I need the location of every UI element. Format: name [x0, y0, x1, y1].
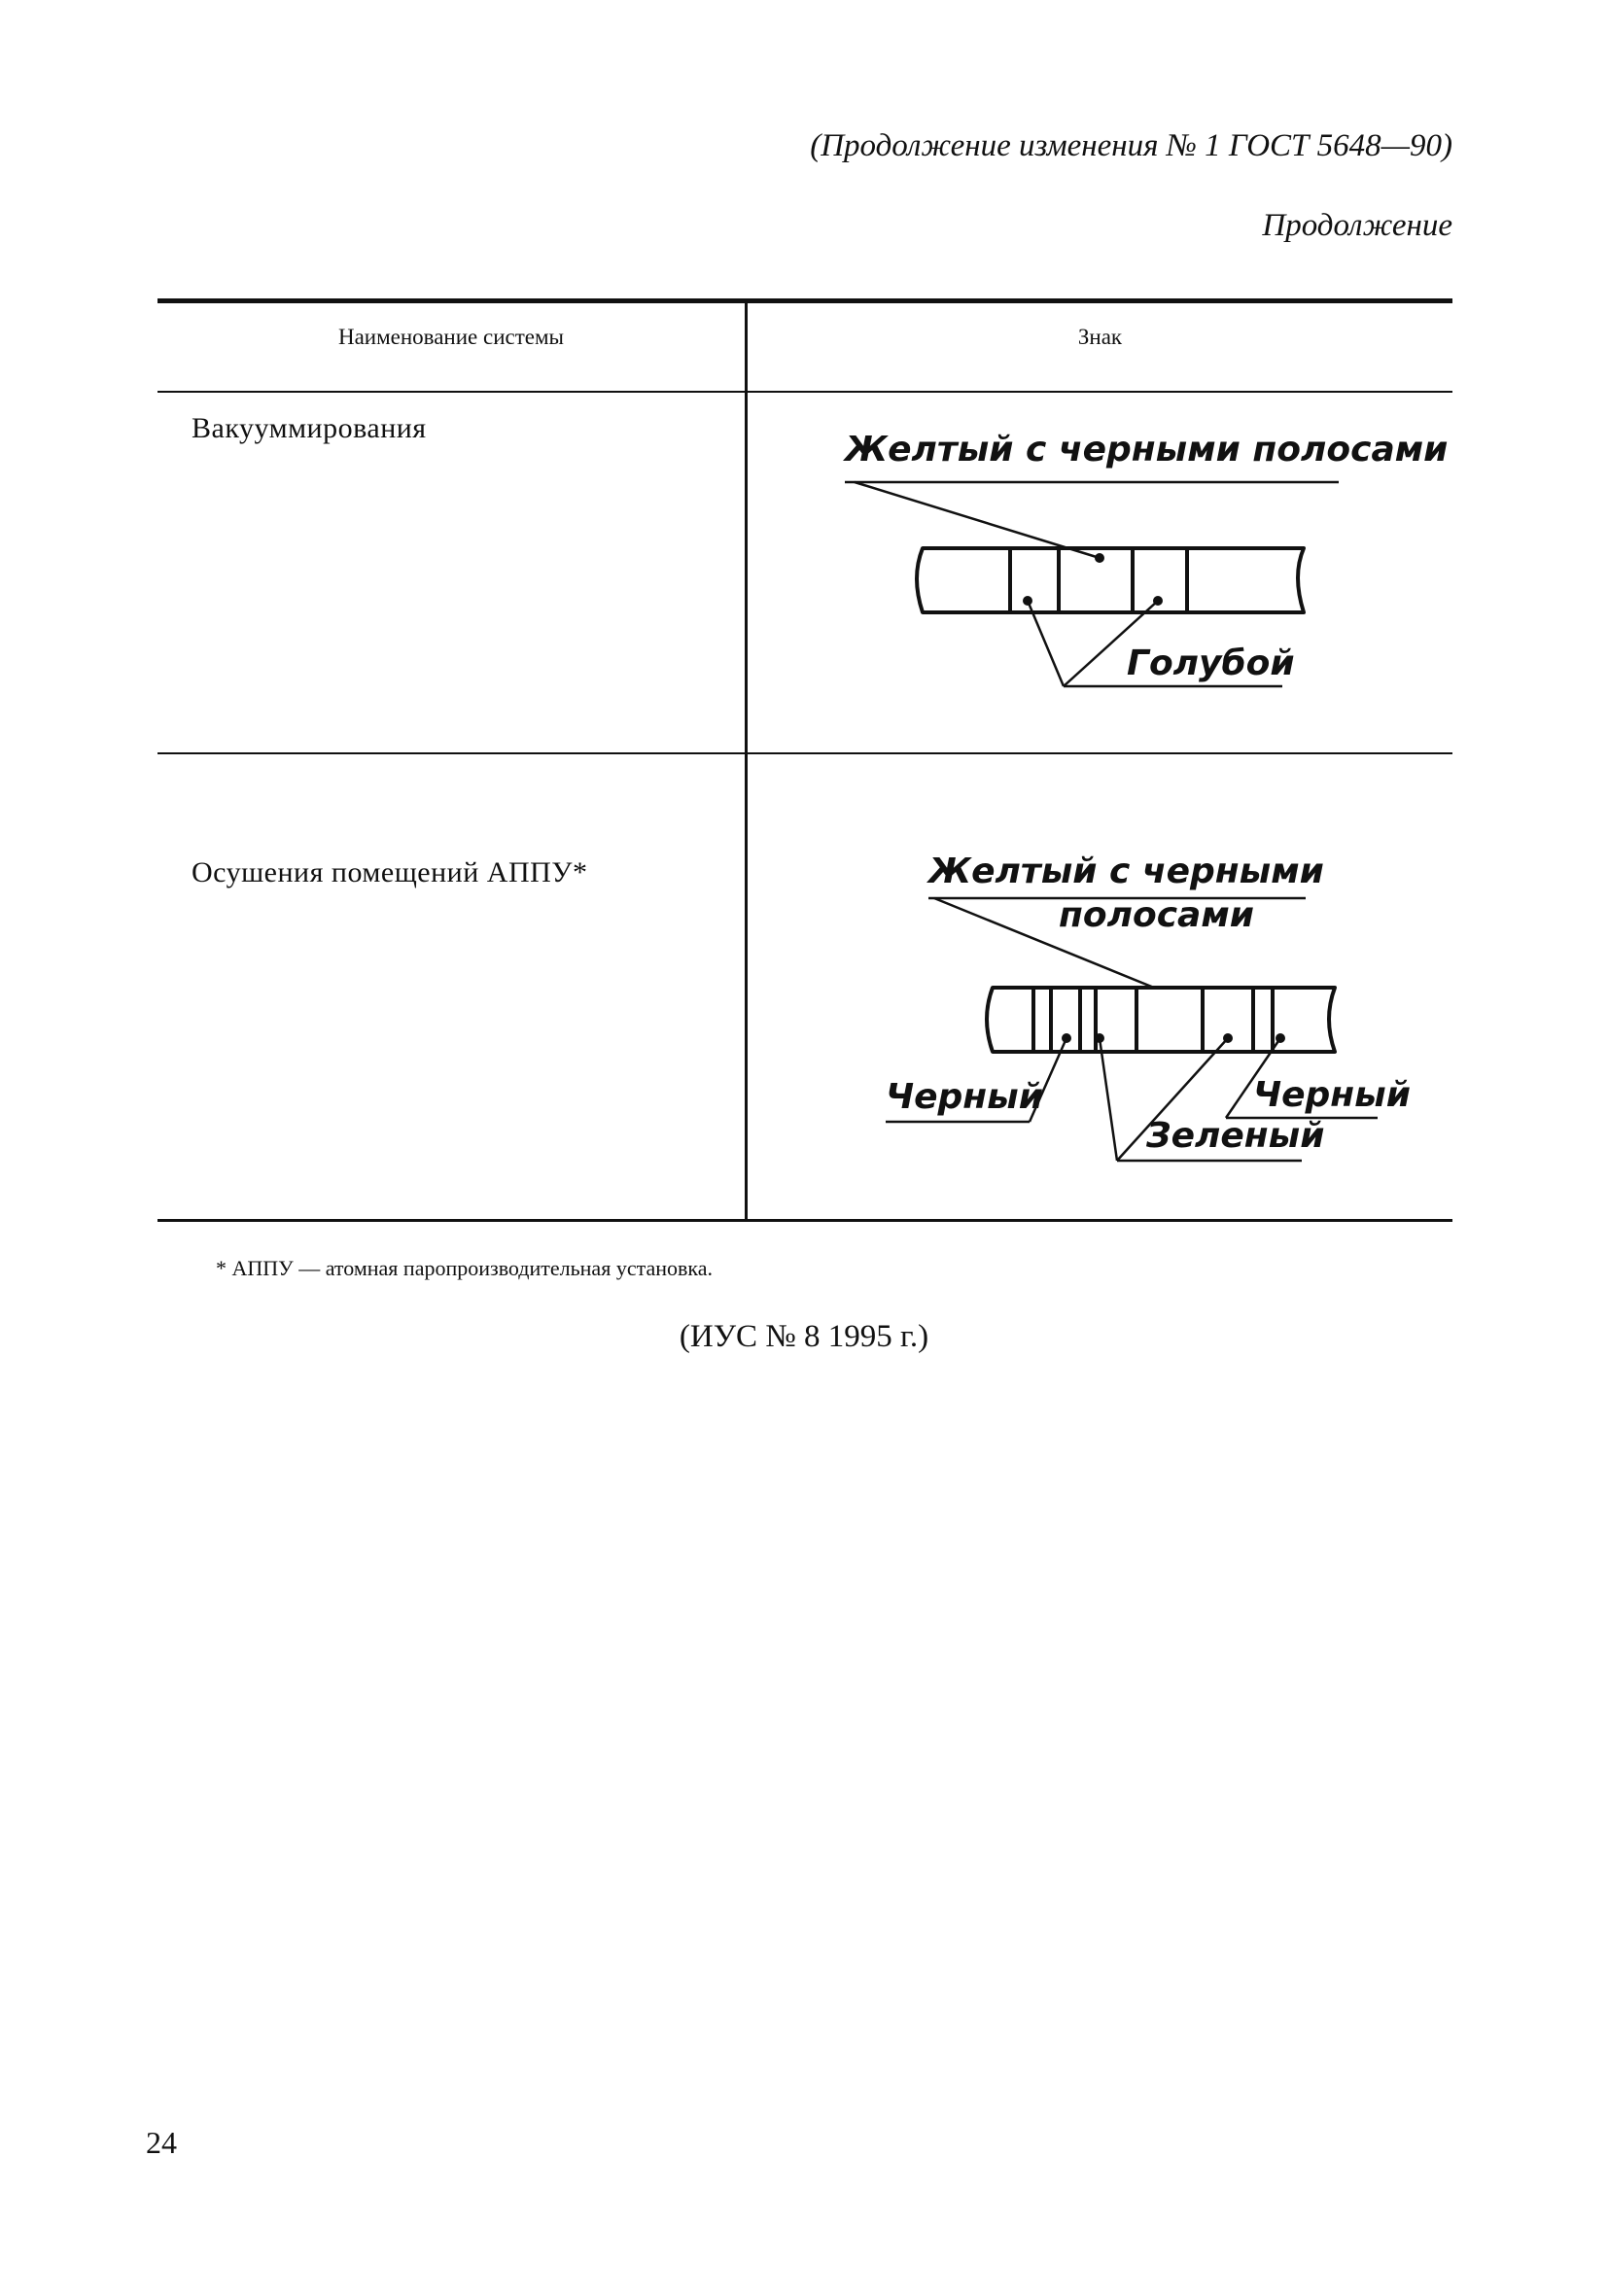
row-name-vacuum: Вакууммирования [192, 412, 427, 444]
row-name-drying: Осушения помещений АППУ* [192, 856, 588, 888]
table-bottom-rule [157, 1219, 1452, 1222]
continuation-label: Продолжение [1262, 208, 1452, 243]
label-yellow-black: Желтый с черными [928, 852, 1324, 891]
label-black-right: Черный [1253, 1075, 1411, 1115]
label-yellow-black-stripes: Желтый с черными полосами [845, 430, 1449, 470]
page-number: 24 [146, 2125, 177, 2160]
label-black-left: Черный [886, 1077, 1043, 1117]
label-stripes: полосами [1059, 895, 1254, 935]
marker-dot [1095, 553, 1104, 563]
sign-diagram-vacuum [748, 393, 1452, 752]
label-green: Зеленый [1146, 1116, 1325, 1156]
table-top-rule [157, 298, 1452, 303]
header-title: (Продолжение изменения № 1 ГОСТ 5648—90) [810, 128, 1452, 163]
column-header-system-name: Наименование системы [337, 325, 565, 349]
column-header-sign: Знак [1077, 325, 1123, 349]
sign-diagram-drying [748, 754, 1452, 1221]
source-reference: (ИУС № 8 1995 г.) [679, 1319, 929, 1354]
footnote: * АППУ — атомная паропроизводительная установка. [216, 1256, 714, 1280]
label-blue: Голубой [1127, 644, 1295, 683]
pipe-outline [917, 548, 1304, 612]
leader-line-green [1100, 1038, 1117, 1161]
